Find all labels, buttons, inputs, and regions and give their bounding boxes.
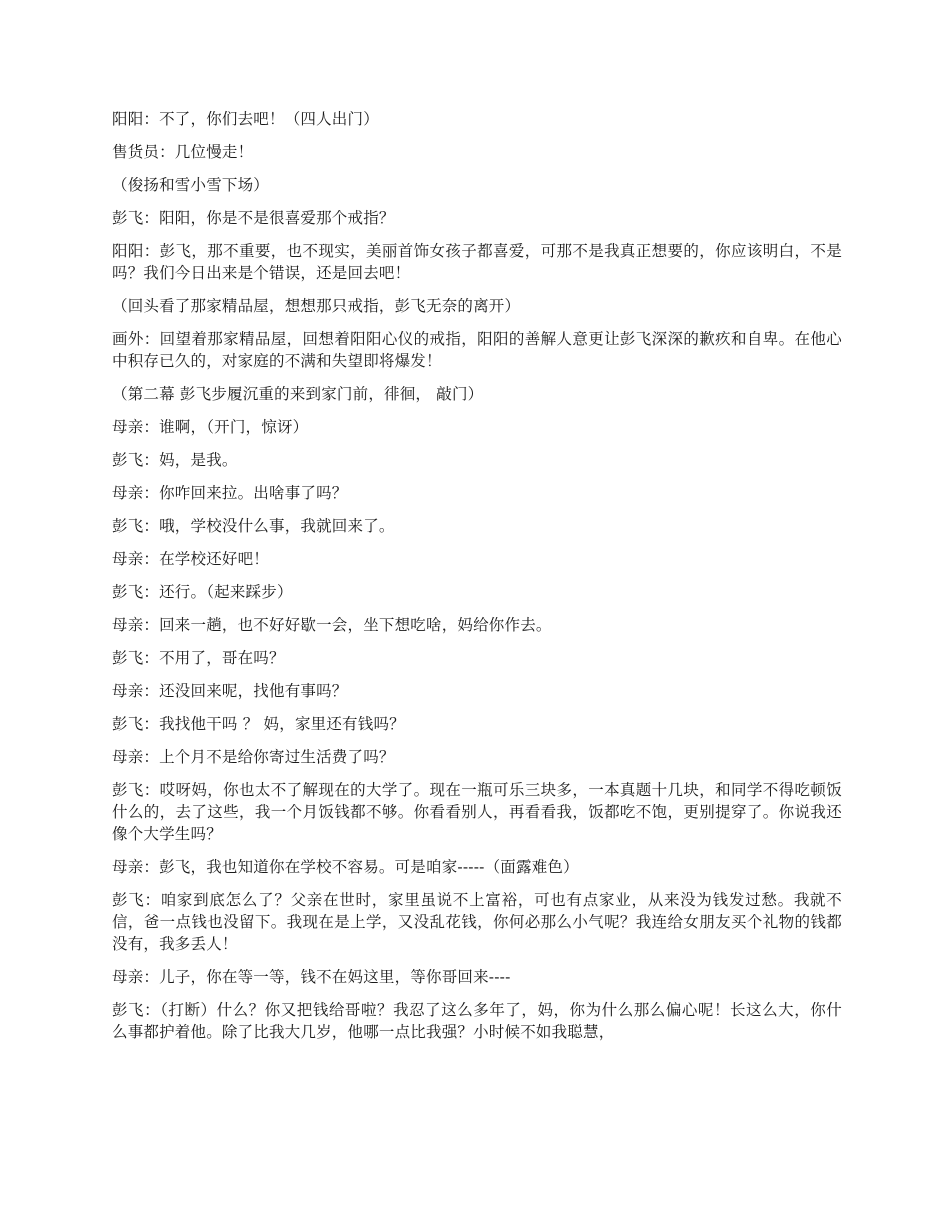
dialogue-line: 彭飞：还行。（起来踩步）: [112, 583, 293, 601]
dialogue-line: 彭飞：我找他干吗 ？ 妈，家里还有钱吗？: [112, 715, 405, 733]
dialogue-line: 彭飞：（打断）什么？你又把钱给哥啦？我忍了这么多年了，妈，你为什么那么偏心呢！长这么大，你什么事都护着他。除了比我大几岁，他哪一点比我强？小时候不如我聪慧，: [112, 1001, 842, 1041]
dialogue-line: 彭飞：阳阳，你是不是很喜爱那个戒指？: [112, 209, 395, 227]
dialogue-line: 彭飞：咱家到底怎么了？父亲在世时，家里虽说不上富裕，可也有点家业，从来没为钱发过愁。我就不信，爸一点钱也没留下。我现在是上学，又没乱花钱，你何必那么小气呢？我连给女朋友买个礼物的钱都没有，我多丢人！: [112, 891, 842, 953]
dialogue-line: 阳阳：彭飞，那不重要，也不现实，美丽首饰女孩子都喜爱，可那不是我真正想要的，你应该明白，不是吗？我们今日出来是个错误，还是回去吧！: [112, 242, 842, 282]
dialogue-line: 母亲：回来一趟，也不好好歇一会，坐下想吃啥，妈给你作去。: [112, 616, 552, 634]
scene-heading: （第二幕 彭飞步履沉重的来到家门前，徘徊， 敲门）: [112, 385, 484, 403]
dialogue-line: 母亲：还没回来呢，找他有事吗？: [112, 682, 348, 700]
dialogue-line: 彭飞：妈，是我。: [112, 451, 238, 469]
dialogue-line: 母亲：儿子，你在等一等，钱不在妈这里，等你哥回来----: [112, 968, 511, 986]
stage-direction: （俊扬和雪小雪下场）: [112, 176, 270, 194]
narration-line: 画外：回望着那家精品屋，回想着阳阳心仪的戒指，阳阳的善解人意更让彭飞深深的歉疚和自卑。在他心中积存已久的，对家庭的不满和失望即将爆发！: [112, 330, 842, 370]
dialogue-line: 售货员：几位慢走！: [112, 143, 254, 161]
dialogue-line: 彭飞：哦，学校没什么事，我就回来了。: [112, 517, 395, 535]
dialogue-line: 母亲：谁啊，（开门，惊讶）: [112, 418, 309, 436]
dialogue-line: 母亲：上个月不是给你寄过生活费了吗？: [112, 748, 395, 766]
document-body: [112, 108, 842, 1054]
dialogue-line: 母亲：你咋回来拉。出啥事了吗？: [112, 484, 348, 502]
stage-direction: （回头看了那家精品屋，想想那只戒指，彭飞无奈的离开）: [112, 297, 521, 315]
dialogue-line: 母亲：在学校还好吧！: [112, 550, 270, 568]
dialogue-line: 阳阳：不了，你们去吧！（四人出门）: [112, 110, 379, 128]
dialogue-line: 母亲：彭飞，我也知道你在学校不容易。可是咱家-----（面露难色）: [112, 858, 579, 876]
dialogue-line: 彭飞：不用了，哥在吗？: [112, 649, 285, 667]
dialogue-line: 彭飞：哎呀妈，你也太不了解现在的大学了。现在一瓶可乐三块多，一本真题十几块，和同学不得吃顿饭什么的，去了这些，我一个月饭钱都不够。你看看别人，再看看我，饭都吃不饱，更别提穿了。你说我还像个大学生吗？: [112, 781, 842, 843]
